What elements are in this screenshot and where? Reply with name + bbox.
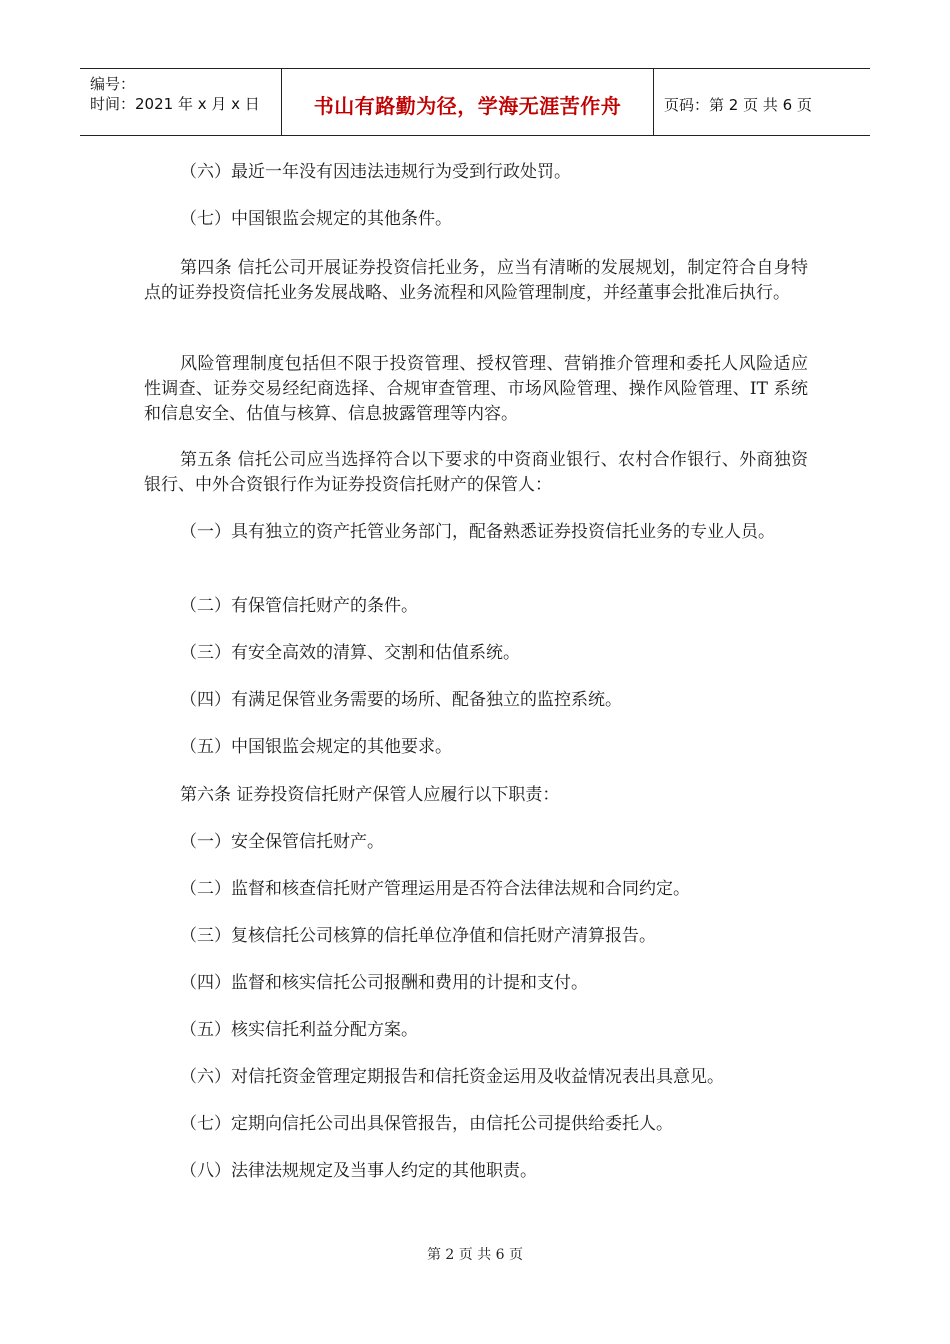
article6-item-6: （六）对信托资金管理定期报告和信托资金运用及收益情况表出具意见。	[180, 1067, 724, 1087]
risk-management-paragraph: 风险管理制度包括但不限于投资管理、授权管理、营销推介管理和委托人风险适应性调查、证券交易经纪商选择、合规审查管理、市场风险管理、操作风险管理、IT 系统和信息安全、估值与核算、信息披露管理等内容。	[144, 354, 808, 424]
header-meta	[80, 69, 282, 135]
article6-item-4: （四）监督和核实信托公司报酬和费用的计提和支付。	[180, 973, 588, 993]
condition-item-6: （六）最近一年没有因违法违规行为受到行政处罚。	[180, 162, 571, 182]
time-label: 时间：2021 年 x 月 x 日	[90, 95, 260, 113]
article6-item-2: （二）监督和核查信托财产管理运用是否符合法律法规和合同约定。	[180, 879, 690, 899]
article-5: 第五条 信托公司应当选择符合以下要求的中资商业银行、农村合作银行、外商独资银行、中外合资银行作为证券投资信托财产的保管人：	[144, 450, 808, 495]
article5-item-1: （一）具有独立的资产托管业务部门，配备熟悉证券投资信托业务的专业人员。	[180, 522, 775, 542]
header-motto: 书山有路勤为径，学海无涯苦作舟	[282, 69, 654, 135]
article6-item-5: （五）核实信托利益分配方案。	[180, 1020, 418, 1040]
article5-item-3: （三）有安全高效的清算、交割和估值系统。	[180, 643, 520, 663]
article-4: 第四条 信托公司开展证券投资信托业务，应当有清晰的发展规划，制定符合自身特点的证券投资信托业务发展战略、业务流程和风险管理制度，并经董事会批准后执行。	[144, 258, 808, 303]
article6-item-1: （一）安全保管信托财产。	[180, 832, 384, 852]
condition-item-7: （七）中国银监会规定的其他条件。	[180, 209, 452, 229]
article6-item-3: （三）复核信托公司核算的信托单位净值和信托财产清算报告。	[180, 926, 656, 946]
header-page-info: 页码：第 2 页 共 6 页	[664, 95, 812, 114]
article5-item-4: （四）有满足保管业务需要的场所、配备独立的监控系统。	[180, 690, 622, 710]
page-header	[80, 68, 870, 136]
article5-item-5: （五）中国银监会规定的其他要求。	[180, 737, 452, 757]
number-label: 编号：	[90, 75, 136, 93]
article6-item-7: （七）定期向信托公司出具保管报告，由信托公司提供给委托人。	[180, 1114, 673, 1134]
article6-item-8: （八）法律法规规定及当事人约定的其他职责。	[180, 1161, 537, 1181]
article-6: 第六条 证券投资信托财产保管人应履行以下职责：	[180, 785, 560, 805]
article5-item-2: （二）有保管信托财产的条件。	[180, 596, 418, 616]
page-footer: 第 2 页 共 6 页	[426, 1247, 524, 1263]
